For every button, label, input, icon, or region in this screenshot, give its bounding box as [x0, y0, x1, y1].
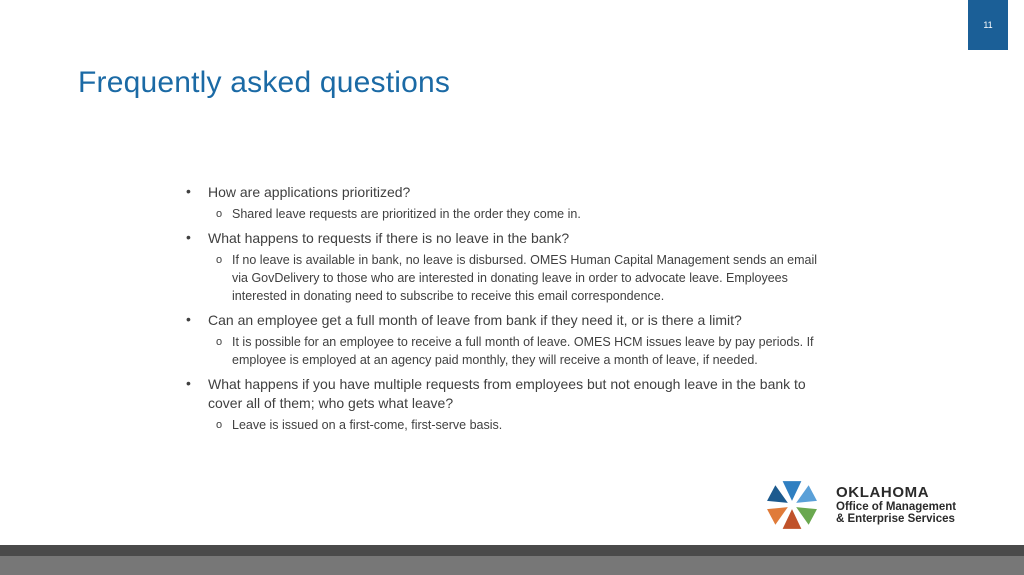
faq-answer: It is possible for an employee to receive a full month of leave. OMES HCM issues leave by pay periods. If employee is employed at an agency paid monthly, they will receive a month of leave, if needed.	[232, 335, 814, 367]
logo-line-2: & Enterprise Services	[836, 513, 955, 525]
logo-text	[836, 485, 956, 526]
bullet-icon: •	[186, 375, 191, 391]
faq-item	[186, 229, 836, 305]
bullet-icon: •	[186, 229, 191, 245]
faq-answer: Leave is issued on a first-come, first-serve basis.	[232, 418, 503, 432]
logo-line-1: Office of Management	[836, 500, 957, 513]
sub-bullet-icon: o	[216, 208, 223, 220]
faq-answer-item	[208, 205, 836, 223]
sub-bullet-icon: o	[216, 419, 223, 431]
sub-bullet-icon: o	[216, 254, 223, 266]
oklahoma-star-logo-icon	[758, 479, 826, 531]
faq-answers	[208, 205, 836, 223]
faq-answers	[208, 333, 836, 369]
logo-name: OKLAHOMA	[836, 483, 930, 501]
bullet-icon: •	[186, 183, 191, 199]
faq-answer: Shared leave requests are prioritized in the order they come in.	[232, 207, 581, 221]
faq-item	[186, 311, 836, 369]
faq-question: How are applications prioritized?	[208, 184, 411, 200]
footer-bar-dark	[0, 545, 1024, 556]
faq-answer-item	[208, 333, 836, 369]
omes-logo	[758, 477, 1008, 533]
faq-answer-item	[208, 251, 836, 305]
page-number-badge	[968, 0, 1008, 50]
faq-answer: If no leave is available in bank, no leave is disbursed. OMES Human Capital Management sends an email via GovDelivery to those who are interested in donating leave in order to advocate leave. Employees interested in donating need to subscribe to receive this email correspondence.	[232, 253, 818, 303]
sub-bullet-icon: o	[216, 336, 223, 348]
faq-item	[186, 183, 836, 223]
slide-title: Frequently asked questions	[78, 66, 451, 99]
bullet-icon: •	[186, 311, 191, 327]
faq-question: Can an employee get a full month of leave from bank if they need it, or is there a limit?	[208, 312, 742, 328]
faq-answer-item	[208, 416, 836, 434]
faq-list	[186, 183, 836, 440]
footer-bar-gray	[0, 556, 1024, 575]
faq-answers	[208, 416, 836, 434]
faq-question: What happens if you have multiple requests from employees but not enough leave in the bank to cover all of them; who gets what leave?	[208, 376, 806, 411]
faq-answers	[208, 251, 836, 305]
faq-item	[186, 375, 836, 434]
faq-question: What happens to requests if there is no leave in the bank?	[208, 230, 570, 246]
page-number: 11	[983, 20, 993, 30]
